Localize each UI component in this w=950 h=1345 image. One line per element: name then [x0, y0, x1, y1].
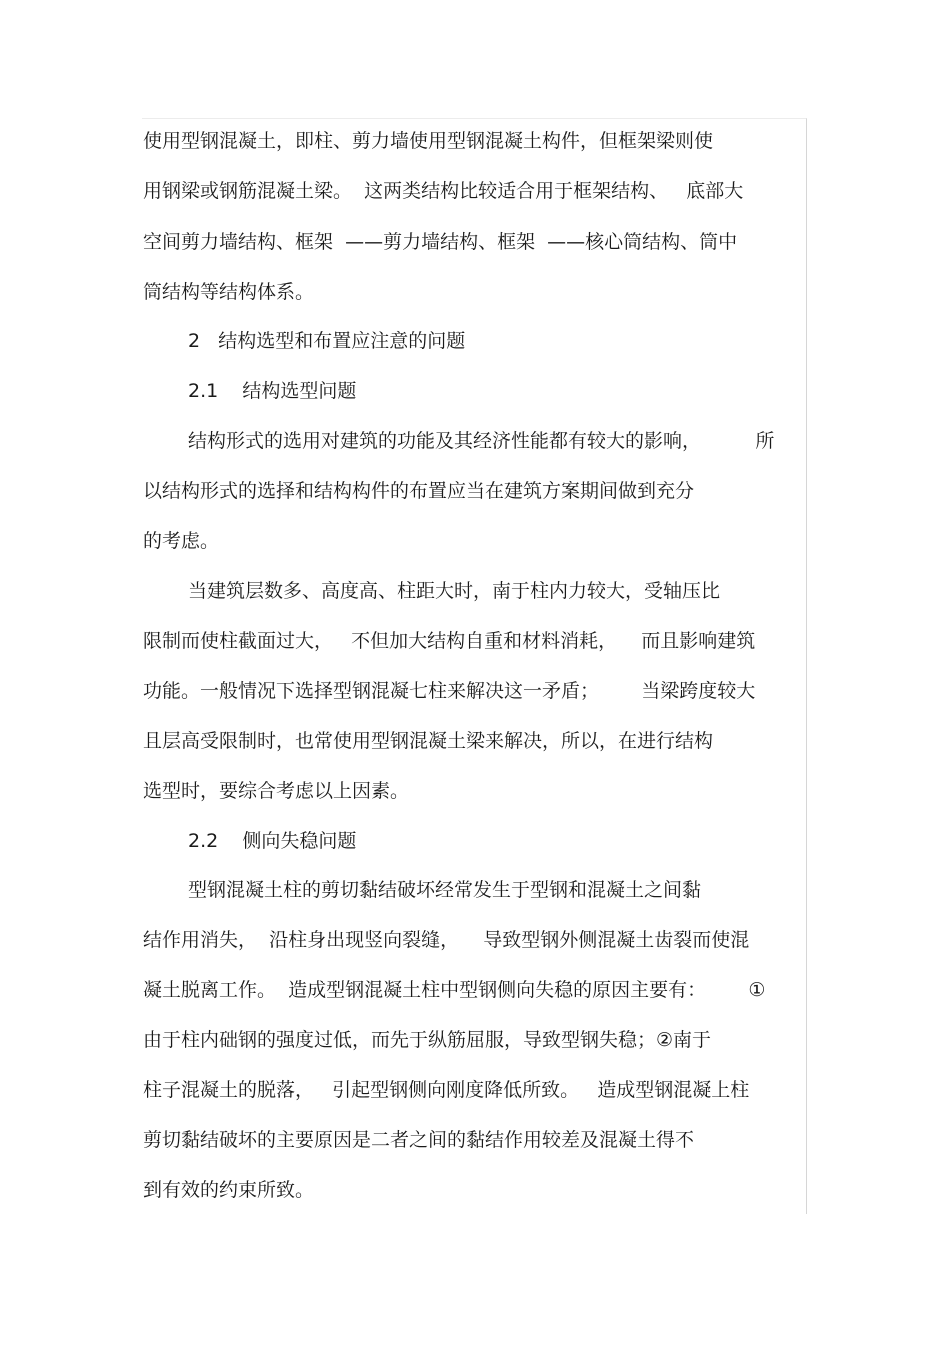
paragraph-start: 结构形式的选用对建筑的功能及其经济性能都有较大的影响， 所 — [188, 430, 775, 452]
text-line: 到有效的约束所致。 — [143, 1179, 315, 1201]
text-line: 凝土脱离工作。 造成型钢混凝土柱中型钢侧向失稳的原因主要有： ① — [143, 979, 766, 1001]
text-line: 的考虑。 — [143, 530, 220, 552]
text-line: 且层高受限制时，也常使用型钢混凝土梁来解决，所以，在进行结构 — [143, 730, 714, 752]
paragraph-start: 型钢混凝土柱的剪切黏结破坏经常发生于型钢和混凝土之间黏 — [188, 879, 702, 901]
section-heading: 2 结构选型和布置应注意的问题 — [188, 330, 466, 352]
text-line: 筒结构等结构体系。 — [143, 281, 315, 303]
text-line: 以结构形式的选择和结构构件的布置应当在建筑方案期间做到充分 — [143, 480, 695, 502]
text-line: 功能。一般情况下选择型钢混凝七柱来解决这一矛盾； 当梁跨度较大 — [143, 680, 756, 702]
text-line: 柱子混凝土的脱落， 引起型钢侧向刚度降低所致。 造成型钢混凝上柱 — [143, 1079, 750, 1101]
text-line: 使用型钢混凝土，即柱、剪力墙使用型钢混凝土构件，但框架梁则使 — [143, 130, 714, 152]
subsection-heading: 2.2 侧向失稳问题 — [188, 830, 357, 852]
text-line: 用钢梁或钢筋混凝土梁。 这两类结构比较适合用于框架结构、 底部大 — [143, 180, 744, 202]
text-line: 剪切黏结破坏的主要原因是二者之间的黏结作用较差及混凝土得不 — [143, 1129, 695, 1151]
text-line: 由于柱内础钢的强度过低，而先于纵筋屈服，导致型钢失稳；②南于 — [143, 1029, 712, 1051]
subsection-heading: 2.1 结构选型问题 — [188, 380, 357, 402]
text-line: 空间剪力墙结构、框架 ——剪力墙结构、框架 ——核心筒结构、筒中 — [143, 231, 738, 253]
paragraph-start: 当建筑层数多、高度高、柱距大时，南于柱内力较大，受轴压比 — [188, 580, 721, 602]
text-line: 限制而使柱截面过大， 不但加大结构自重和材料消耗， 而且影响建筑 — [143, 630, 756, 652]
text-line: 选型时，要综合考虑以上因素。 — [143, 780, 410, 802]
text-line: 结作用消失， 沿柱身出现竖向裂缝， 导致型钢外侧混凝土齿裂而使混 — [143, 929, 750, 951]
